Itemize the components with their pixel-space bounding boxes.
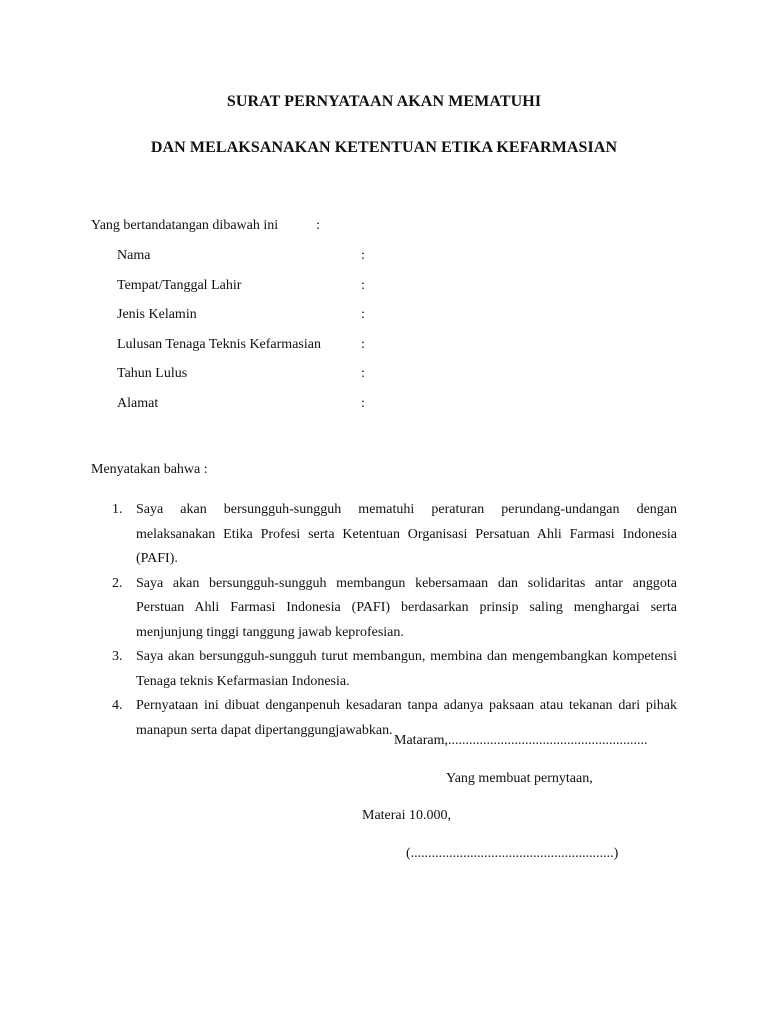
field-label-gender: Jenis Kelamin: [117, 307, 197, 322]
statement-item-1: [112, 498, 677, 572]
field-label-name: Nama: [117, 248, 151, 263]
field-colon-birthplace-date: :: [361, 277, 365, 293]
signatory-intro-colon: :: [316, 218, 320, 233]
field-row-name: [117, 248, 417, 278]
field-row-birthplace-date: [117, 278, 417, 308]
field-colon-name: :: [361, 248, 365, 263]
stamp-label: Materai 10.000,: [362, 808, 452, 823]
field-row-graduation-year: [117, 366, 417, 396]
document-title-line-1: SURAT PERNYATAAN AKAN MEMATUHI: [226, 93, 542, 110]
field-label-graduate: Lulusan Tenaga Teknis Kefarmasian: [117, 336, 321, 352]
field-row-address: [117, 396, 417, 426]
statement-number-1: 1.: [112, 502, 123, 517]
statement-number-4: 4.: [112, 698, 123, 713]
signature-line: (..........................................................): [406, 846, 619, 861]
identity-fields: [117, 248, 417, 425]
field-colon-gender: :: [361, 307, 365, 322]
statement-text-4: Pernyataan ini dibuat denganpenuh kesadaran tanpa adanya paksaan atau tekanan dari pihak manapun serta dapat dipertanggungjawabkan.: [136, 698, 677, 738]
field-colon-graduate: :: [361, 336, 365, 352]
signatory-intro: Yang bertandatangan dibawah ini: [91, 218, 279, 233]
statement-text-2: Saya akan bersungguh-sungguh membangun kebersamaan dan solidaritas antar anggota Perstuan Ahli Farmasi Indonesia (PAFI) berdasarkan prinsip saling menghargai serta menjunjung tinggi tanggung jawab keprofesian.: [136, 575, 677, 640]
statement-text-3: Saya akan bersungguh-sungguh turut membangun, membina dan mengembangkan kompetensi Tenaga teknis Kefarmasian Indonesia.: [136, 649, 677, 689]
field-colon-address: :: [361, 395, 365, 411]
statement-number-2: 2.: [112, 575, 123, 591]
statement-number-3: 3.: [112, 649, 123, 664]
statement-item-3: [112, 645, 677, 694]
signer-label: Yang membuat pernytaan,: [446, 771, 593, 786]
statement-text-1: Saya akan bersungguh-sungguh mematuhi peraturan perundang-undangan dengan melaksanakan Etika Profesi serta Ketentuan Organisasi Persatuan Ahli Farmasi Indonesia (PAFI).: [136, 502, 677, 566]
document-title-line-2: DAN MELAKSANAKAN KETENTUAN ETIKA KEFARMASIAN: [150, 139, 618, 156]
field-row-gender: [117, 307, 417, 337]
statement-list: [112, 498, 677, 743]
statement-item-2: [112, 572, 677, 646]
field-row-graduate: [117, 337, 417, 367]
place-date-line: Mataram,.........................................................: [394, 733, 648, 748]
field-label-address: Alamat: [117, 395, 159, 411]
field-label-birthplace-date: Tempat/Tanggal Lahir: [117, 277, 242, 293]
field-label-graduation-year: Tahun Lulus: [117, 366, 188, 381]
declaration-intro: Menyatakan bahwa :: [91, 462, 208, 477]
field-colon-graduation-year: :: [361, 366, 365, 381]
